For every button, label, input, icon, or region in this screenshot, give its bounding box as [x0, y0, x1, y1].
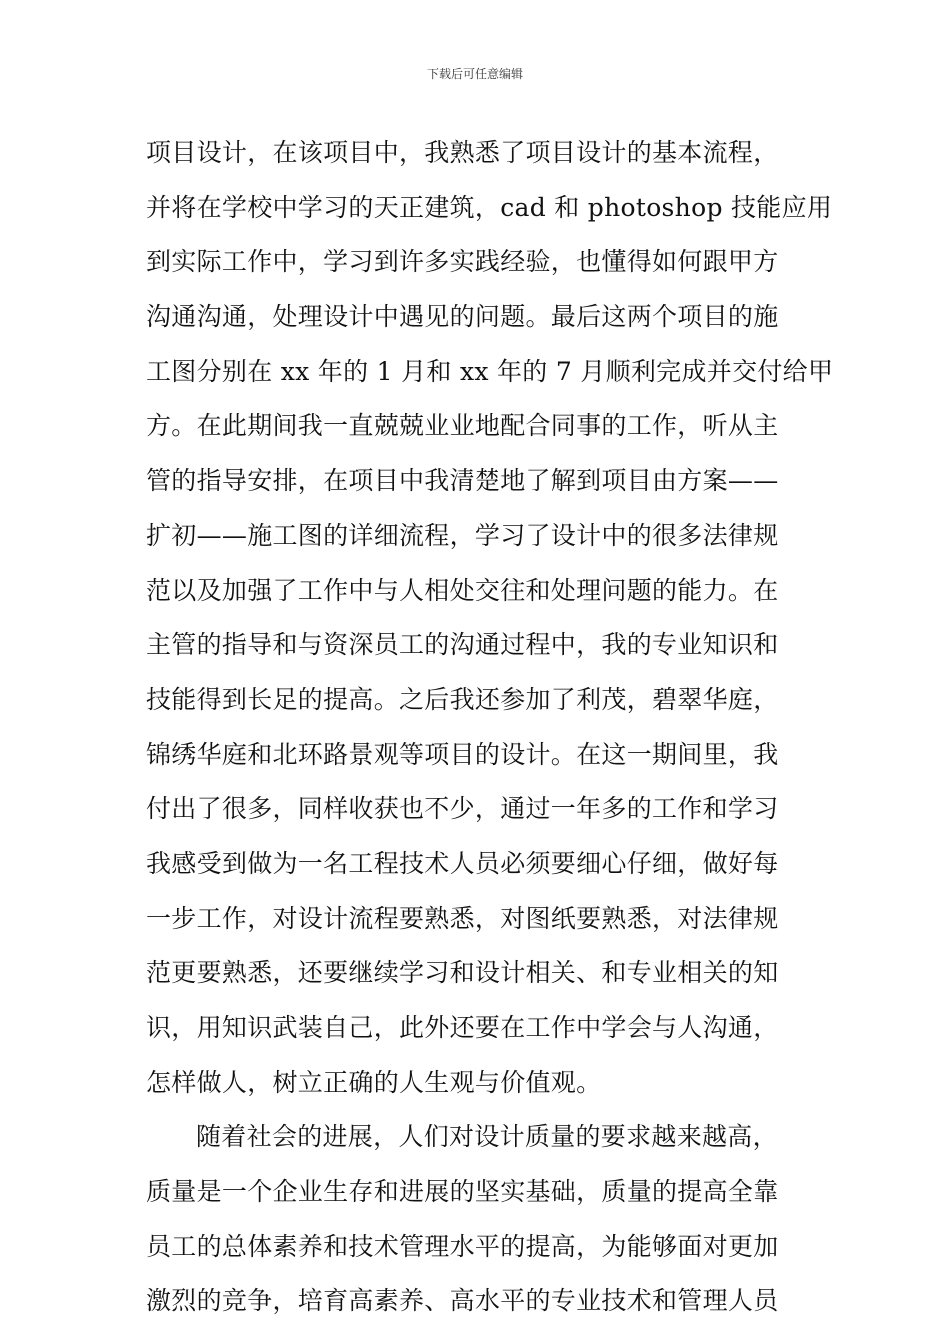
- text-line: 一步工作，对设计流程要熟悉，对图纸要熟悉，对法律规: [146, 903, 779, 933]
- text-line: 沟通沟通，处理设计中遇见的问题。最后这两个项目的施: [146, 302, 779, 332]
- paragraph-1: [146, 126, 834, 1110]
- text-line: 项目设计，在该项目中，我熟悉了项目设计的基本流程，: [146, 138, 779, 167]
- text-line: 方。在此期间我一直兢兢业业地配合同事的工作，听从主: [146, 411, 779, 441]
- text-line: 扩初——施工图的详细流程，学习了设计中的很多法律规: [146, 520, 779, 550]
- text-line: 范更要熟悉，还要继续学习和设计相关、和专业相关的知: [146, 958, 779, 988]
- text-line: 并将在学校中学习的天正建筑，cad 和 photoshop 技能应用: [146, 192, 833, 222]
- text-line: 技能得到长足的提高。之后我还参加了利茂，碧翠华庭，: [146, 684, 779, 714]
- page-header-note: 下载后可任意编辑: [426, 67, 523, 81]
- text-line-indented: 随着社会的进展，人们对设计质量的要求越来越高，: [196, 1122, 778, 1152]
- text-line: 付出了很多，同样收获也不少，通过一年多的工作和学习: [146, 794, 779, 824]
- text-line: 到实际工作中，学习到许多实践经验，也懂得如何跟甲方: [146, 247, 779, 277]
- text-line: 主管的指导和与资深员工的沟通过程中，我的专业知识和: [146, 630, 779, 660]
- paragraph-2: [146, 1110, 806, 1329]
- text-line: 范以及加强了工作中与人相处交往和处理问题的能力。在: [146, 575, 779, 605]
- text-line: 管的指导安排，在项目中我清楚地了解到项目由方案——: [146, 466, 779, 496]
- body-text: [146, 126, 834, 1329]
- text-line: 识，用知识武装自己，此外还要在工作中学会与人沟通，: [146, 1013, 779, 1042]
- text-line: 工图分别在 xx 年的 1 月和 xx 年的 7 月顺利完成并交付给甲: [146, 356, 834, 386]
- text-line: 激烈的竞争，培育高素养、高水平的专业技术和管理人员: [146, 1286, 779, 1316]
- text-line: 我感受到做为一名工程技术人员必须要细心仔细，做好每: [146, 848, 779, 878]
- text-line: 员工的总体素养和技术管理水平的提高，为能够面对更加: [146, 1231, 779, 1261]
- text-line: 锦绣华庭和北环路景观等项目的设计。在这一期间里，我: [146, 739, 779, 769]
- text-line: 质量是一个企业生存和进展的坚实基础，质量的提高全靠: [146, 1177, 779, 1207]
- text-line: 怎样做人，树立正确的人生观与价值观。: [146, 1067, 602, 1097]
